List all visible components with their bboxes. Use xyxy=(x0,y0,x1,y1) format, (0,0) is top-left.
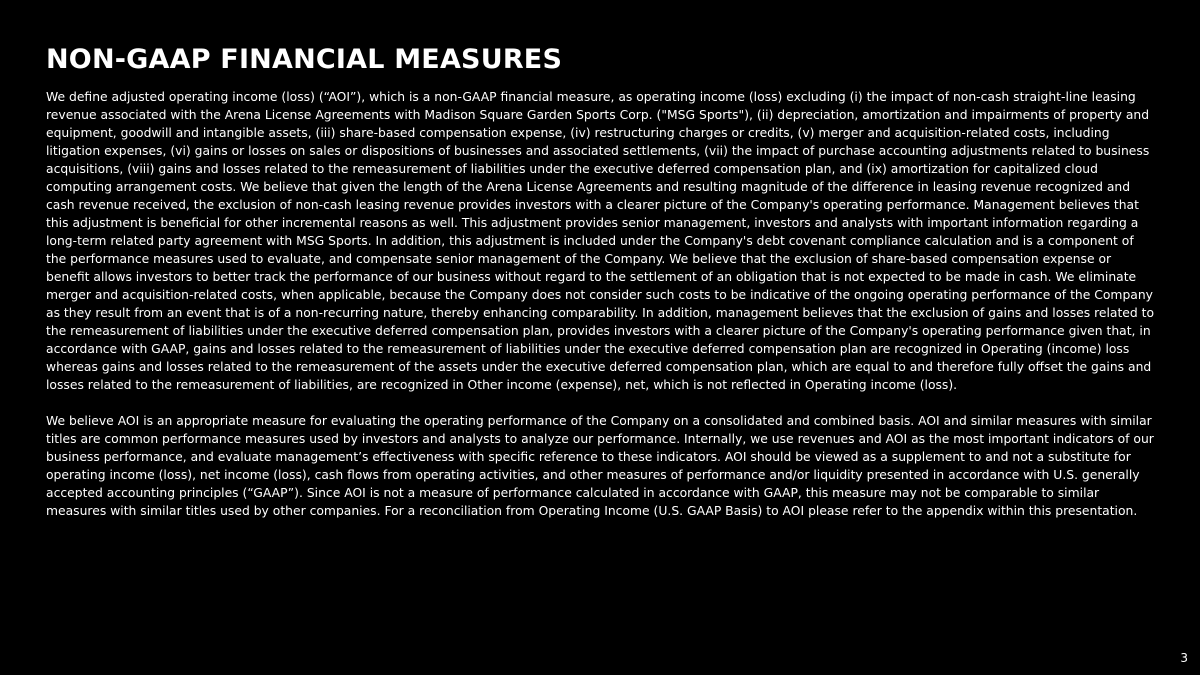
body-paragraph-1: We define adjusted operating income (loss) (“AOI”), which is a non-GAAP financial measure, as operating income (loss) excluding (i) the impact of non-cash straight-line leasing revenue associated with the Arena License Agreements with Madison Square Garden Sports Corp. ("MSG Sports"), (ii) depreciation, amortization and impairments of property and equipment, goodwill and intangible assets, (iii) share-based compensation expense, (iv) restructuring charges or credits, (v) merger and acquisition-related costs, including litigation expenses, (vi) gains or losses on sales or dispositions of businesses and associated settlements, (vii) the impact of purchase accounting adjustments related to business acquisitions, (viii) gains and losses related to the remeasurement of liabilities under the executive deferred compensation plan, and (ix) amortization for capitalized cloud computing arrangement costs. We believe that given the length of the Arena License Agreements and resulting magnitude of the difference in leasing revenue recognized and cash revenue received, the exclusion of non-cash leasing revenue provides investors with a clearer picture of the Company's operating performance. Management believes that this adjustment is beneficial for other incremental reasons as well. This adjustment provides senior management, investors and analysts with important information regarding a long-term related party agreement with MSG Sports. In addition, this adjustment is included under the Company's debt covenant compliance calculation and is a component of the performance measures used to evaluate, and compensate senior management of the Company. We believe that the exclusion of share-based compensation expense or benefit allows investors to better track the performance of our business without regard to the settlement of an obligation that is not expected to be made in cash. We eliminate merger and acquisition-related costs, when applicable, because the Company does not consider such costs to be indicative of the ongoing operating performance of the Company as they result from an event that is of a non-recurring nature, thereby enhancing comparability. In addition, management believes that the exclusion of gains and losses related to the remeasurement of liabilities under the executive deferred compensation plan, provides investors with a clearer picture of the Company's operating performance given that, in accordance with GAAP, gains and losses related to the remeasurement of liabilities under the executive deferred compensation plan are recognized in Operating (income) loss whereas gains and losses related to the remeasurement of the assets under the executive deferred compensation plan, which are equal to and therefore fully offset the gains and losses related to the remeasurement of liabilities, are recognized in Other income (expense), net, which is not reflected in Operating income (loss). xyxy=(46,90,1155,392)
slide-body xyxy=(46,88,1156,520)
page-number: 3 xyxy=(1180,651,1188,665)
body-paragraph-2: We believe AOI is an appropriate measure for evaluating the operating performance of the Company on a consolidated and combined basis. AOI and similar measures with similar titles are common performance measures used by investors and analysts to analyze our performance. Internally, we use revenues and AOI as the most important indicators of our business performance, and evaluate management’s effectiveness with specific reference to these indicators. AOI should be viewed as a supplement to and not a substitute for operating income (loss), net income (loss), cash flows from operating activities, and other measures of performance and/or liquidity presented in accordance with U.S. generally accepted accounting principles (“GAAP”). Since AOI is not a measure of performance calculated in accordance with GAAP, this measure may not be comparable to similar measures with similar titles used by other companies. For a reconciliation from Operating Income (U.S. GAAP Basis) to AOI please refer to the appendix within this presentation. xyxy=(46,414,1154,518)
slide-title: NON-GAAP FINANCIAL MEASURES xyxy=(46,44,563,75)
